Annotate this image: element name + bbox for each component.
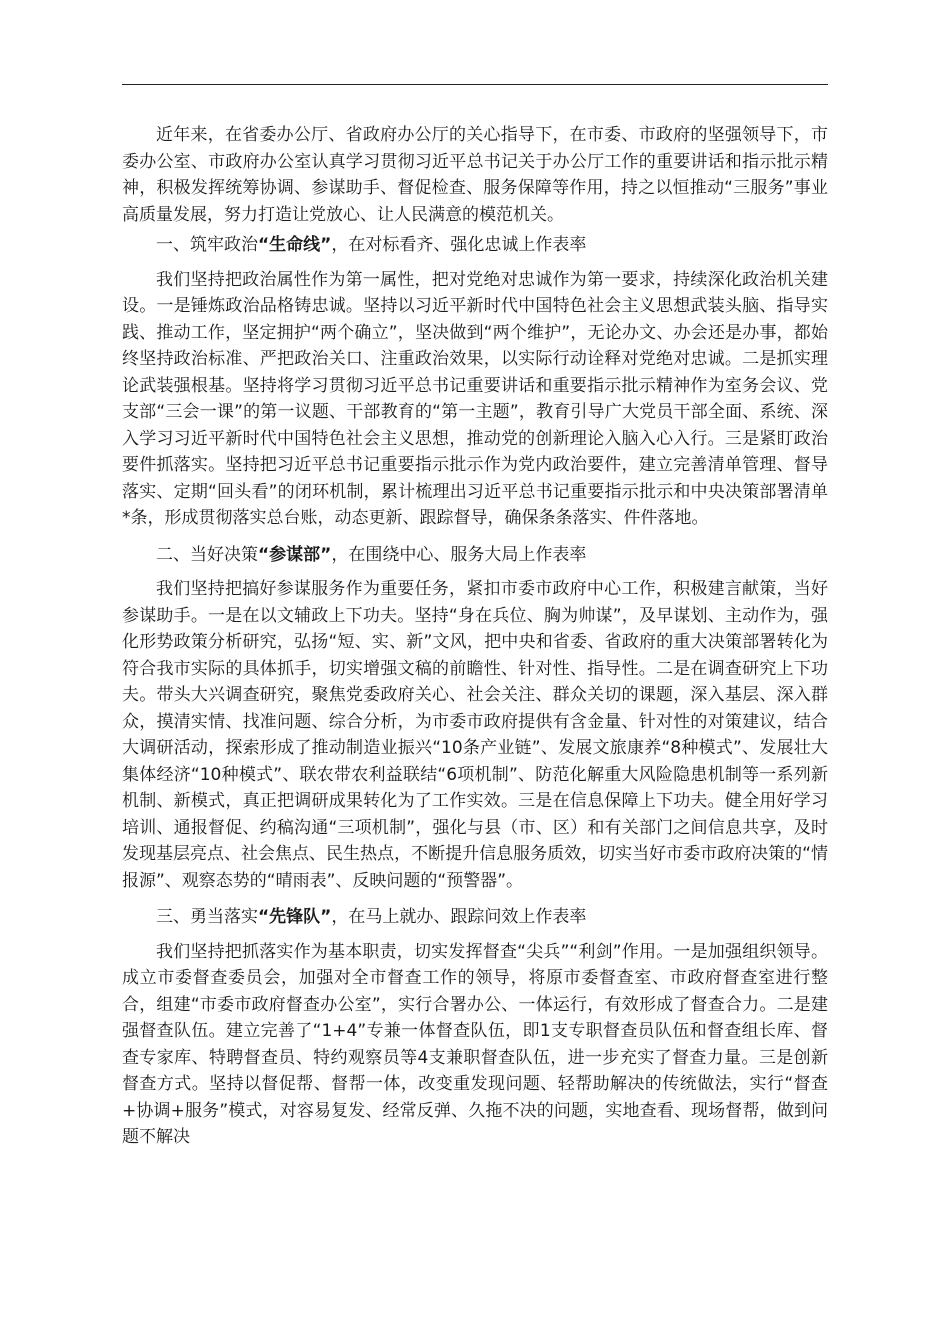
section-3-heading-suffix: ，在马上就办、跟踪问效上作表率 [331, 907, 587, 927]
intro-paragraph: 近年来，在省委办公厅、省政府办公厅的关心指导下，在市委、市政府的坚强领导下，市委办公室、市政府办公室认真学习贯彻习近平总书记关于办公厅工作的重要讲话和指示批示精神，积极发挥统筹协调、参谋助手、督促检查、服务保障等作用，持之以恒推动“三服务”事业高质量发展，努力打造让党放心、让人民满意的模范机关。 [122, 125, 828, 225]
section-2-heading [122, 542, 828, 569]
section-3-heading [122, 904, 828, 931]
header-rule [122, 84, 828, 85]
section-1-heading [122, 232, 828, 259]
section-1-heading-key: “生命线” [258, 235, 332, 255]
section-1-body: 我们坚持把政治属性作为第一属性，把对党绝对忠诚作为第一要求，持续深化政治机关建设。一是锤炼政治品格铸忠诚。坚持以习近平新时代中国特色社会主义思想武装头脑、指导实践、推动工作，坚定拥护“两个确立”，坚决做到“两个维护”，无论办文、办会还是办事，都始终坚持政治标准、严把政治关口、注重政治效果，以实际行动诠释对党绝对忠诚。二是抓实理论武装强根基。坚持将学习贯彻习近平总书记重要讲话和重要指示批示精神作为室务会议、党支部“三会一课”的第一议题、干部教育的“第一主题”，教育引导广大党员干部全面、系统、深入学习习近平新时代中国特色社会主义思想，推动党的创新理论入脑入心入行。三是紧盯政治要件抓落实。坚持把习近平总书记重要指示批示作为党内政治要件，建立完善清单管理、督导落实、定期“回头看”的闭环机制，累计梳理出习近平总书记重要指示批示和中央决策部署清单*条，形成贯彻落实总台账，动态更新、跟踪督导，确保条条落实、件件落地。 [122, 269, 828, 528]
section-2-body: 我们坚持把搞好参谋服务作为重要任务，紧扣市委市政府中心工作，积极建言献策，当好参谋助手。一是在以文辅政上下功夫。坚持“身在兵位、胸为帅谋”，及早谋划、主动作为，强化形势政策分析研究，弘扬“短、实、新”文风，把中央和省委、省政府的重大决策部署转化为符合我市实际的具体抓手，切实增强文稿的前瞻性、针对性、指导性。二是在调查研究上下功夫。带头大兴调查研究，聚焦党委政府关心、社会关注、群众关切的课题，深入基层、深入群众，摸清实情、找准问题、综合分析，为市委市政府提供有含金量、针对性的对策建议，结合大调研活动，探索形成了推动制造业振兴“10条产业链”、发展文旅康养“8种模式”、发展壮大集体经济“10种模式”、联农带农利益联结“6项机制”、防范化解重大风险隐患机制等一系列新机制、新模式，真正把调研成果转化为了工作实效。三是在信息保障上下功夫。健全用好学习培训、通报督促、约稿沟通“三项机制”，强化与县（市、区）和有关部门之间信息共享，及时发现基层亮点、社会焦点、民生热点，不断提升信息服务质效，切实当好市委市政府决策的“情报源”、观察态势的“晴雨表”、反映问题的“预警器”。 [122, 579, 828, 891]
section-2-heading-prefix: 二、当好决策 [156, 544, 258, 565]
section-2-heading-key: “参谋部” [258, 544, 332, 565]
section-3-heading-prefix: 三、勇当落实 [156, 907, 258, 927]
document-body [122, 122, 828, 1151]
section-3-body: 我们坚持把抓落实作为基本职责，切实发挥督查“尖兵”“利剑”作用。一是加强组织领导。成立市委督查委员会，加强对全市督查工作的领导，将原市委督查室、市政府督查室进行整合，组建“市委市政府督查办公室”，实行合署办公、一体运行，有效形成了督查合力。二是建强督查队伍。建立完善了“1+4”专兼一体督查队伍，即1支专职督查员队伍和督查组长库、督查专家库、特聘督查员、特约观察员等4支兼职督查队伍，进一步充实了督查力量。三是创新督查方式。坚持以督促帮、督帮一体，改变重发现问题、轻帮助解决的传统做法，实行“督查+协调+服务”模式，对容易复发、经常反弹、久拖不决的问题，实地查看、现场督帮，做到问题不解决 [122, 941, 828, 1147]
section-1-heading-suffix: ，在对标看齐、强化忠诚上作表率 [331, 235, 587, 255]
section-3-heading-key: “先锋队” [258, 907, 332, 927]
section-1-heading-prefix: 一、筑牢政治 [156, 235, 258, 255]
section-2-heading-suffix: ，在围绕中心、服务大局上作表率 [331, 544, 587, 565]
